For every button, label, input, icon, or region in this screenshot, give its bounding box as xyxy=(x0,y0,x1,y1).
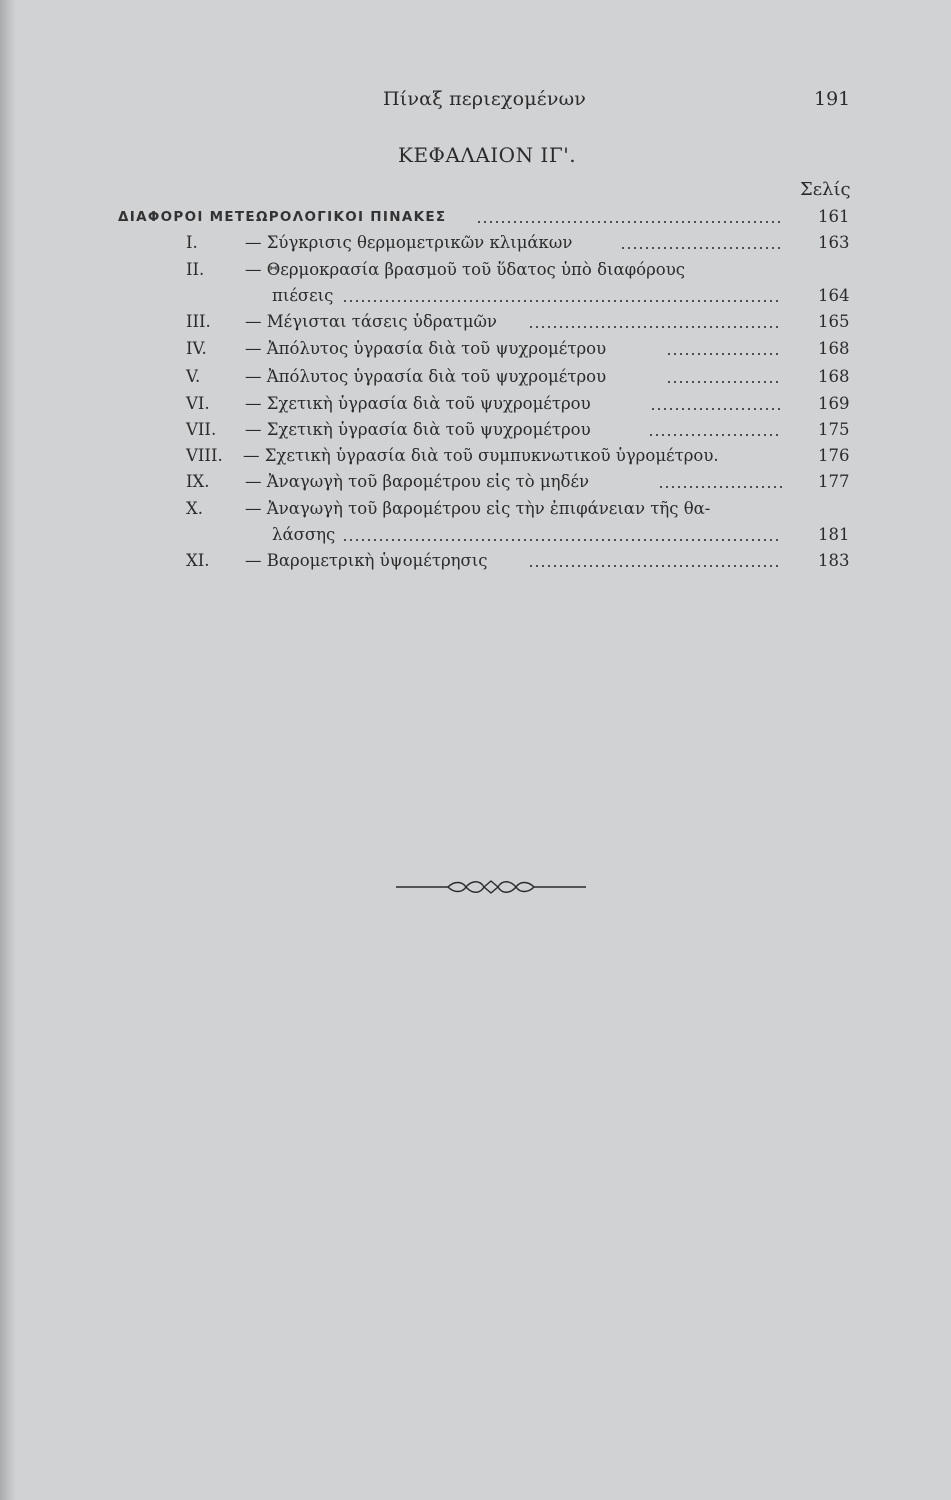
toc-page-ref: 163 xyxy=(818,233,850,252)
toc-numeral: XI. xyxy=(186,551,210,570)
dot-leader xyxy=(658,486,782,488)
toc-page-ref: 183 xyxy=(818,551,850,570)
toc-page-ref: 161 xyxy=(818,207,850,226)
dot-leader xyxy=(476,221,782,223)
page-number: 191 xyxy=(814,88,851,110)
toc-entry-text: — Σχετικὴ ὑγρασία διὰ τοῦ συμπυκνωτικοῦ ὑγρομέτρου. xyxy=(243,446,719,465)
toc-entry xyxy=(0,336,951,362)
dot-leader xyxy=(528,565,782,567)
running-title: Πίναξ περιεχομένων xyxy=(383,88,587,110)
chapter-title: ΚΕΦΑΛΑΙΟΝ ΙΓ'. xyxy=(398,143,577,167)
toc-entry-text-continued: λάσσης xyxy=(272,525,336,544)
page-column-label: Σελίς xyxy=(800,179,851,200)
toc-numeral: II. xyxy=(186,260,205,279)
toc-entry-text: — Σχετικὴ ὑγρασία διὰ τοῦ ψυχρομέτρου xyxy=(245,394,591,413)
toc-entry xyxy=(0,391,951,417)
toc-entry xyxy=(0,496,951,522)
dot-leader xyxy=(650,408,782,410)
dot-leader xyxy=(342,539,782,541)
toc-numeral: IX. xyxy=(186,472,210,491)
toc-entry-continuation xyxy=(0,522,951,548)
toc-entry xyxy=(0,364,951,390)
toc-numeral: X. xyxy=(186,499,203,518)
toc-entry-text: — Μέγισται τάσεις ὑδρατμῶν xyxy=(245,312,497,331)
dot-leader xyxy=(666,381,782,383)
toc-page-ref: 176 xyxy=(818,446,850,465)
toc-entry-text: — Ἀπόλυτος ὑγρασία διὰ τοῦ ψυχρομέτρου xyxy=(245,367,607,386)
toc-entry-text: — Σύγκρισις θερμομετρικῶν κλιμάκων xyxy=(245,233,573,252)
dot-leader xyxy=(620,247,782,249)
toc-page-ref: 168 xyxy=(818,367,850,386)
toc-entry xyxy=(0,309,951,335)
toc-entry-continuation xyxy=(0,283,951,309)
toc-entry-text: — Σχετικὴ ὑγρασία διὰ τοῦ ψυχρομέτρου xyxy=(245,420,591,439)
dot-leader xyxy=(648,434,782,436)
toc-numeral: VIII. xyxy=(186,446,223,465)
toc-entry xyxy=(0,417,951,443)
toc-page-ref: 164 xyxy=(818,286,850,305)
toc-entry-text: — Βαρομετρικὴ ὑψομέτρησις xyxy=(245,551,488,570)
toc-page-ref: 177 xyxy=(818,472,850,491)
toc-numeral: VI. xyxy=(186,394,210,413)
dot-leader xyxy=(342,300,782,302)
toc-entry xyxy=(0,469,951,495)
toc-entry xyxy=(0,443,951,469)
toc-entry-text: — Ἀναγωγὴ τοῦ βαρομέτρου εἰς τὴν ἐπιφάνειαν τῆς θα- xyxy=(245,499,711,518)
toc-entry xyxy=(0,230,951,256)
toc-entry-text: — Ἀπόλυτος ὑγρασία διὰ τοῦ ψυχρομέτρου xyxy=(245,339,607,358)
dot-leader xyxy=(666,353,782,355)
toc-numeral: I. xyxy=(186,233,198,252)
toc-numeral: III. xyxy=(186,312,211,331)
toc-entry-text: — Ἀναγωγὴ τοῦ βαρομέτρου εἰς τὸ μηδέν xyxy=(245,472,590,491)
toc-page-ref: 168 xyxy=(818,339,850,358)
section-heading-text: ΔΙΑΦΟΡΟΙ ΜΕΤΕΩΡΟΛΟΓΙΚΟΙ ΠΙΝΑΚΕΣ xyxy=(118,209,447,225)
toc-numeral: V. xyxy=(186,367,201,386)
toc-entry xyxy=(0,257,951,283)
toc-entry xyxy=(0,548,951,574)
toc-section-heading xyxy=(0,204,951,230)
toc-entry-text-continued: πιέσεις xyxy=(272,286,334,305)
toc-numeral: VII. xyxy=(186,420,217,439)
toc-numeral: IV. xyxy=(186,339,207,358)
dot-leader xyxy=(528,326,782,328)
toc-page-ref: 181 xyxy=(818,525,850,544)
toc-page-ref: 169 xyxy=(818,394,850,413)
toc-page-ref: 175 xyxy=(818,420,850,439)
toc-entry-text: — Θερμοκρασία βρασμοῦ τοῦ ὕδατος ὑπὸ διαφόρους xyxy=(245,260,686,279)
toc-page-ref: 165 xyxy=(818,312,850,331)
end-ornament xyxy=(396,875,586,899)
